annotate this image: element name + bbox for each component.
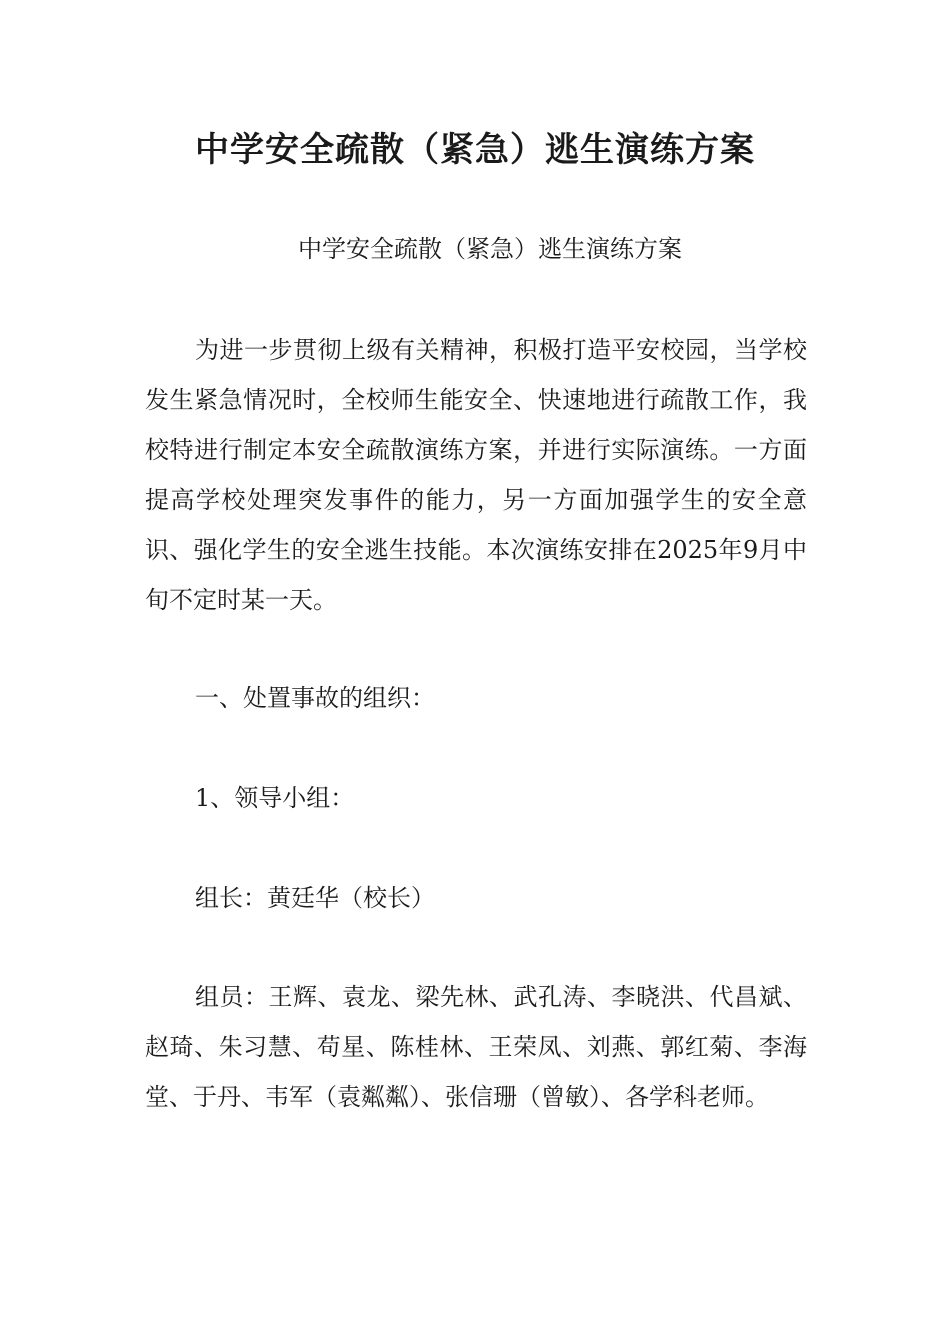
intro-paragraph: 为进一步贯彻上级有关精神，积极打造平安校园，当学校发生紧急情况时，全校师生能安全、快速地进行疏散工作，我校特进行制定本安全疏散演练方案，并进行实际演练。一方面提高学校处理突发事件的能力，另一方面加强学生的安全意识、强化学生的安全逃生技能。本次演练安排在2025年9月中旬不定时某一天。 (145, 336, 807, 614)
subsection-heading-leadership-group: 1、领导小组： (195, 784, 355, 812)
group-members-paragraph: 组员：王辉、袁龙、梁先林、武孔涛、李晓洪、代昌斌、赵琦、朱习慧、苟星、陈桂林、王荣凤、刘燕、郭红菊、李海堂、于丹、韦军（袁粼粼）、张信珊（曾敏）、各学科老师。 (145, 983, 807, 1111)
document-subtitle: 中学安全疏散（紧急）逃生演练方案 (298, 235, 682, 263)
group-leader-line: 组长：黄廷华（校长） (195, 884, 435, 912)
section-heading-organization: 一、处置事故的组织： (195, 684, 435, 712)
document-title: 中学安全疏散（紧急）逃生演练方案 (195, 130, 755, 170)
